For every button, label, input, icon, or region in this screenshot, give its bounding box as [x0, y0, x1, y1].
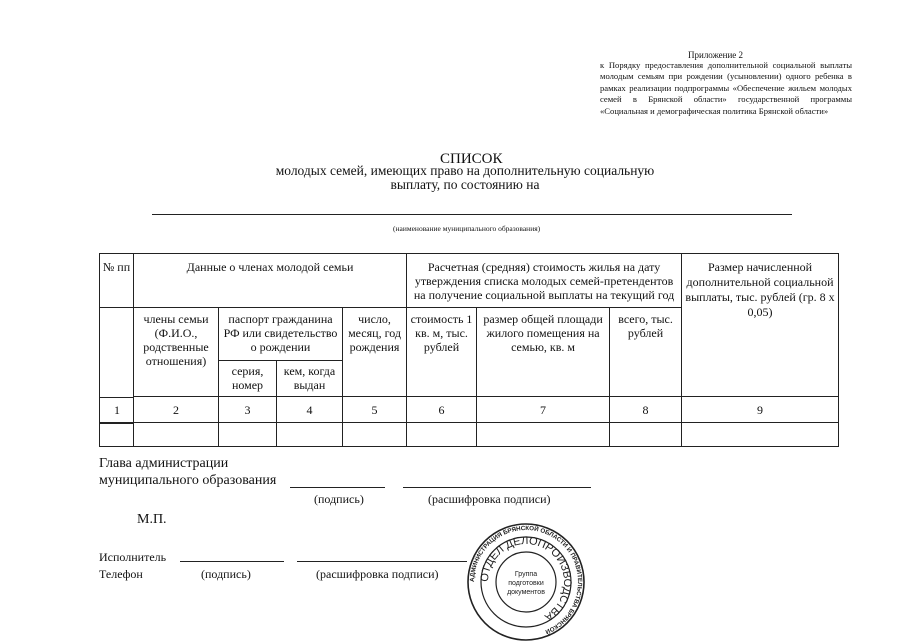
header-total-cost: всего, тыс. рублей	[610, 308, 682, 397]
table-cell	[477, 423, 610, 447]
executor-decoding-line	[297, 561, 467, 562]
column-number-2: 2	[134, 397, 219, 423]
header-passport: паспорт гражданина РФ или свидетельство о рождении	[219, 308, 343, 361]
seal-place: М.П.	[137, 512, 167, 527]
stamp-ring-text: ОТДЕЛ ДЕЛОПРОИЗВОДСТВА	[478, 534, 574, 624]
header-birth-date: число, месяц, год рождения	[343, 308, 407, 397]
executor-signature-line	[180, 561, 284, 562]
executor-signature-caption: (подпись)	[201, 567, 251, 581]
number-column-divider	[99, 397, 134, 398]
header-living-area: размер общей площади жилого помещения на семью, кв. м	[477, 308, 610, 397]
executor-label: Исполнитель	[99, 550, 167, 564]
stamp-center-line-2: подготовки	[508, 580, 544, 587]
stamp-center-line-3: документов	[507, 589, 545, 596]
table-cell	[219, 423, 277, 447]
column-number-3: 3	[219, 397, 277, 423]
table-cell	[134, 423, 219, 447]
subtitle-line-1: молодых семей, имеющих право на дополнительную социальную	[275, 163, 655, 178]
column-number-1: 1	[114, 403, 120, 417]
appendix-text: к Порядку предоставления дополнительной социальной выплаты молодым семьям при рождении (усыновлении) одного ребенка в рамках реализации подпрограммы «Обеспечение жильем молодых семей в Брянской области» государственной программы «Социальная и демографическая политика Брянской области»	[600, 60, 852, 116]
table-cell	[343, 423, 407, 447]
table-cell	[100, 423, 134, 447]
head-title-line-2: муниципального образования	[99, 473, 277, 488]
document-subtitle	[230, 164, 700, 192]
executor-decoding-caption: (расшифровка подписи)	[316, 567, 439, 581]
table-cell	[277, 423, 343, 447]
document-title: СПИСОК	[440, 151, 503, 167]
stamp-outer-text: АДМИНИСТРАЦИЯ БРЯНСКОЙ ОБЛАСТИ И ПРАВИТЕЛЬСТВА БРЯНСКОЙ	[468, 524, 584, 636]
appendix-title: Приложение 2	[688, 50, 744, 60]
header-series-number: серия, номер	[219, 361, 277, 397]
municipality-caption: (наименование муниципального образования)	[393, 224, 541, 233]
header-payment-size: Размер начисленной дополнительной социальной выплаты, тыс. рублей (гр. 8 х 0,05)	[682, 254, 839, 397]
head-decoding-line	[403, 487, 591, 488]
head-title-line-1: Глава администрации	[99, 456, 229, 471]
column-number-6: 6	[407, 397, 477, 423]
header-number: № пп	[100, 254, 134, 308]
column-number-4: 4	[277, 397, 343, 423]
subtitle-line-2: выплату, по состоянию на	[390, 177, 540, 192]
head-signature-caption: (подпись)	[314, 492, 364, 506]
number-column-divider	[99, 423, 134, 424]
header-housing-cost: Расчетная (средняя) стоимость жилья на дату утверждения списка молодых семей-претендентов на получение социальной выплаты на текущий год	[407, 254, 682, 308]
header-family-data: Данные о членах молодой семьи	[134, 254, 407, 308]
column-number-7: 7	[477, 397, 610, 423]
head-decoding-caption: (расшифровка подписи)	[428, 492, 551, 506]
table-cell	[682, 423, 839, 447]
header-issued-by: кем, когда выдан	[277, 361, 343, 397]
head-signature-line	[290, 487, 385, 488]
phone-label: Телефон	[99, 567, 143, 581]
header-family-members: члены семьи (Ф.И.О., родственные отношения)	[134, 308, 219, 397]
column-number-9: 9	[682, 397, 839, 423]
table-row	[100, 423, 839, 447]
municipality-line	[152, 214, 792, 215]
column-number-5: 5	[343, 397, 407, 423]
families-table	[99, 253, 839, 447]
column-number-8: 8	[610, 397, 682, 423]
stamp-center-line-1: Группа	[514, 571, 538, 578]
table-cell	[407, 423, 477, 447]
official-stamp	[466, 522, 586, 642]
header-sqm-cost: стоимость 1 кв. м, тыс. рублей	[407, 308, 477, 397]
table-cell	[610, 423, 682, 447]
